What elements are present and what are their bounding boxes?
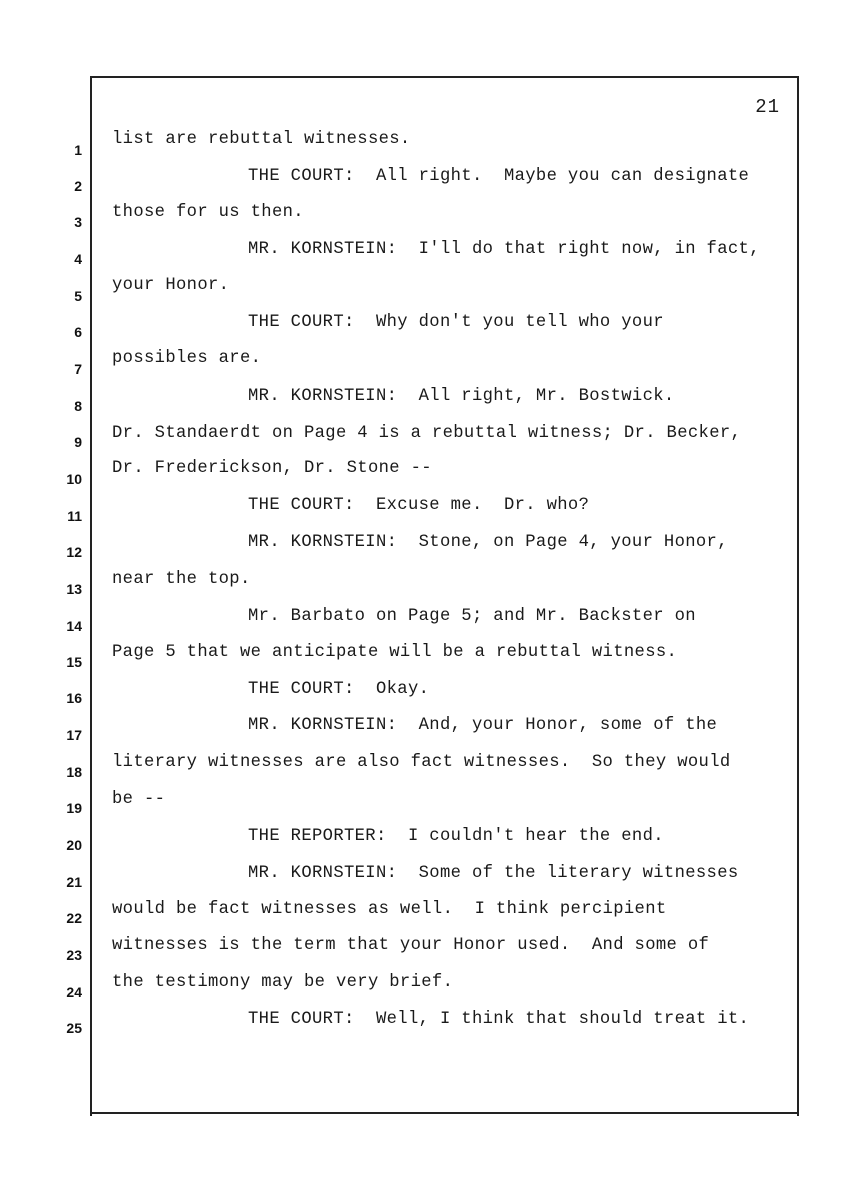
line-number: 14 <box>66 618 82 634</box>
transcript-line: near the top. <box>112 570 251 589</box>
transcript-line: Dr. Standaerdt on Page 4 is a rebuttal witness; Dr. Becker, <box>112 424 742 443</box>
line-number: 18 <box>66 764 82 780</box>
line-number: 25 <box>66 1020 82 1036</box>
transcript-line: your Honor. <box>112 276 230 295</box>
line-number: 12 <box>66 544 82 560</box>
line-number: 23 <box>66 947 82 963</box>
line-number: 11 <box>67 508 82 524</box>
line-number: 5 <box>74 288 82 304</box>
line-number: 24 <box>66 984 82 1000</box>
line-number: 19 <box>66 800 82 816</box>
line-number: 15 <box>66 654 82 670</box>
line-number: 10 <box>66 471 82 487</box>
line-number: 9 <box>74 434 82 450</box>
transcript-line: THE COURT: Okay. <box>248 680 430 699</box>
transcript-line: Mr. Barbato on Page 5; and Mr. Backster on <box>248 607 696 626</box>
transcript-line: THE COURT: Why don't you tell who your <box>248 313 664 332</box>
transcript-line: MR. KORNSTEIN: And, your Honor, some of the <box>248 716 718 735</box>
line-number: 17 <box>66 727 82 743</box>
transcript-line: Page 5 that we anticipate will be a rebuttal witness. <box>112 643 678 662</box>
transcript-line: literary witnesses are also fact witnesses. So they would <box>112 753 731 772</box>
line-number: 3 <box>74 214 82 230</box>
transcript-line: would be fact witnesses as well. I think percipient <box>112 900 667 919</box>
page-frame-right-border <box>797 76 799 1116</box>
line-number: 7 <box>74 361 82 377</box>
page-number: 21 <box>755 96 780 118</box>
transcript-line: be -- <box>112 790 166 809</box>
line-number: 16 <box>66 690 82 706</box>
transcript-line: possibles are. <box>112 349 262 368</box>
line-number: 13 <box>66 581 82 597</box>
transcript-line: list are rebuttal witnesses. <box>112 130 411 149</box>
line-number: 2 <box>74 178 82 194</box>
transcript-line: THE REPORTER: I couldn't hear the end. <box>248 827 664 846</box>
transcript-line: Dr. Frederickson, Dr. Stone -- <box>112 459 432 478</box>
transcript-line: THE COURT: Well, I think that should treat it. <box>248 1010 750 1029</box>
transcript-line: MR. KORNSTEIN: Some of the literary witnesses <box>248 864 739 883</box>
transcript-line: THE COURT: All right. Maybe you can designate <box>248 167 750 186</box>
transcript-line: MR. KORNSTEIN: Stone, on Page 4, your Honor, <box>248 533 728 552</box>
transcript-line: THE COURT: Excuse me. Dr. who? <box>248 496 590 515</box>
line-number: 4 <box>74 251 82 267</box>
line-number: 22 <box>66 910 82 926</box>
transcript-line: the testimony may be very brief. <box>112 973 454 992</box>
line-number: 1 <box>74 142 82 158</box>
line-number: 20 <box>66 837 82 853</box>
transcript-line: witnesses is the term that your Honor used. And some of <box>112 936 710 955</box>
transcript-line: those for us then. <box>112 203 304 222</box>
page-frame-top-border <box>90 76 798 78</box>
page-frame-left-border <box>90 76 92 1116</box>
line-number: 21 <box>66 874 82 890</box>
page-frame-bottom-border <box>90 1112 799 1114</box>
transcript-line: MR. KORNSTEIN: I'll do that right now, in fact, <box>248 240 760 259</box>
line-number: 8 <box>74 398 82 414</box>
line-number: 6 <box>74 324 82 340</box>
transcript-line: MR. KORNSTEIN: All right, Mr. Bostwick. <box>248 387 675 406</box>
